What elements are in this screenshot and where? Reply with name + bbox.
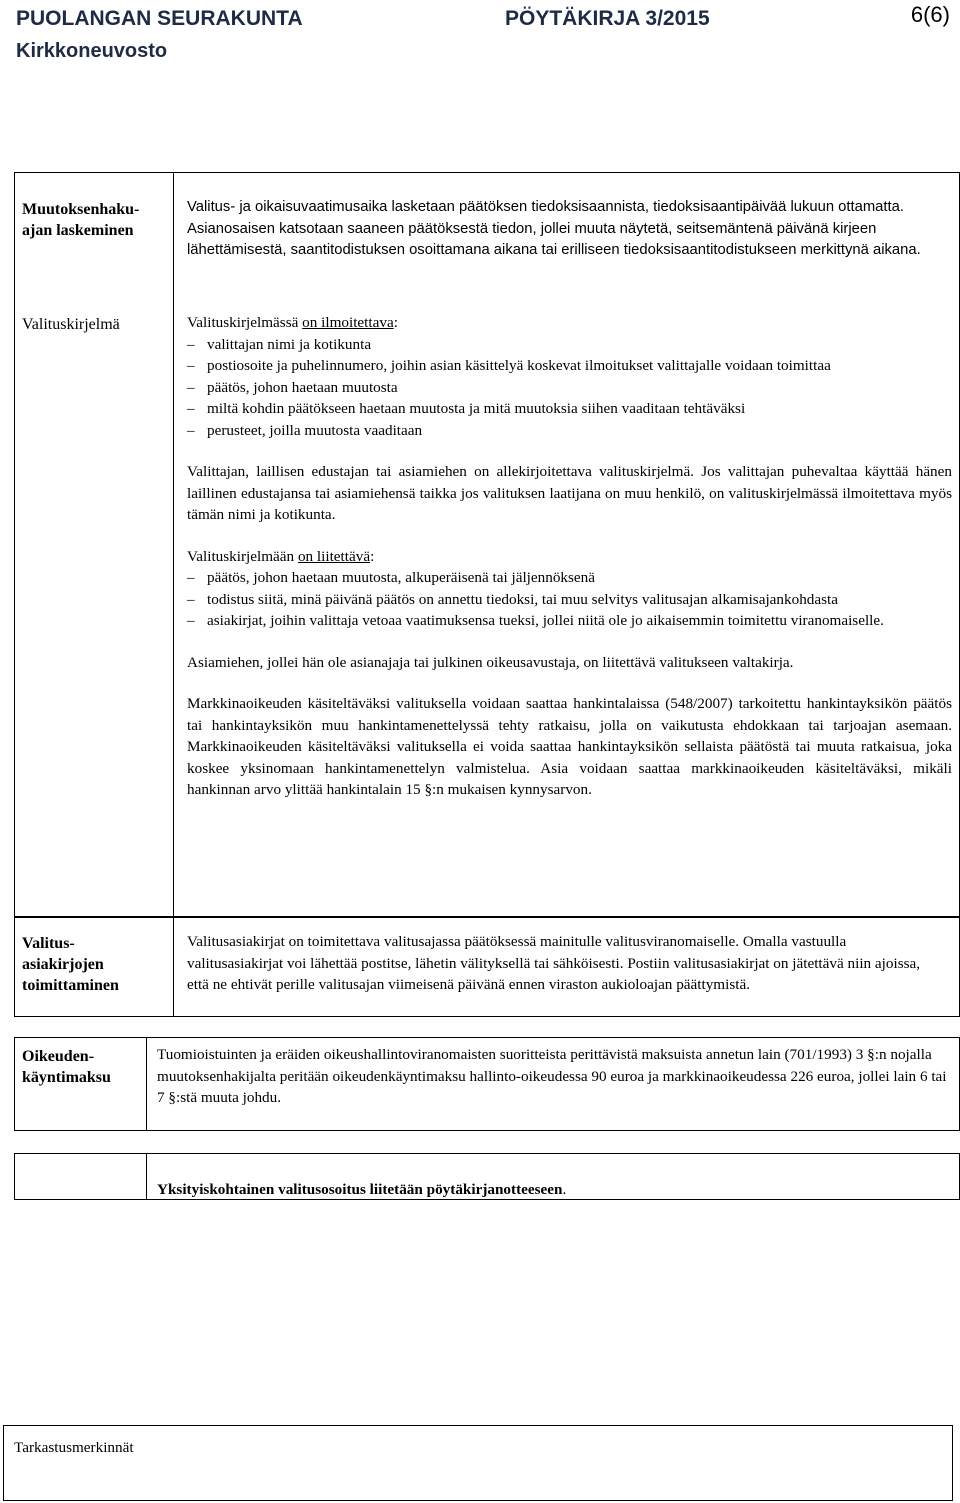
section-label-delivery: Valitus- asiakirjojen toimittaminen [22, 935, 119, 994]
organization-name: PUOLANGAN SEURAKUNTA [16, 7, 303, 30]
section-label-appeal-period: Muutoksenhaku- ajan laskeminen [22, 201, 140, 239]
document-title: PÖYTÄKIRJA 3/2015 [505, 7, 710, 30]
attachments-intro: Valituskirjelmään on liitettävä: [187, 547, 375, 565]
list-item: – päätös, johon haetaan muutosta, alkuperäisenä tai jäljennöksenä [187, 567, 952, 589]
inspection-box [3, 1425, 953, 1501]
main-box-divider [173, 172, 174, 917]
body-name: Kirkkoneuvosto [16, 40, 168, 62]
signature-paragraph: Valittajan, laillisen edustajan tai asiamiehen on allekirjoitettava valituskirjelmä. Jos valittajan puhevaltaa käyttää hänen laillinen edustajansa tai asiamiehensä taikka jos valituksen laatijana on muu henkilö, on valituskirjelmässä ilmoitettava myös tämän nimi ja kotikunta. [187, 463, 952, 523]
required-info-list [187, 334, 952, 442]
list-item: – perusteet, joilla muutosta vaaditaan [187, 420, 952, 442]
list-item: – päätös, johon haetaan muutosta [187, 377, 952, 399]
proxy-paragraph: Asiamiehen, jollei hän ole asianajaja tai julkinen oikeusavustaja, on liitettävä valitukseen valtakirja. [187, 653, 794, 671]
list-item: – postiosoite ja puhelinnumero, joihin asian käsittelyä koskevat ilmoitukset valittajalle voidaan toimittaa [187, 355, 952, 377]
inspection-label: Tarkastusmerkinnät [14, 1439, 134, 1456]
appeal-period-text: Valitus- ja oikaisuvaatimusaika lasketaan päätöksen tiedoksisaannista, tiedoksisaantipäivää lukuun ottamatta. Asianosaisen katsotaan saaneen päätöksestä tiedon, jollei muuta näytetä, seitsemäntenä päivänä kirjeen lähettämisestä, saantitodistuksen osoittamana aikana tai erilliseen tiedoksisaantitodistukseen merkittynä aikana. [187, 199, 921, 258]
page-number: 6(6) [910, 2, 950, 27]
court-fee-box-divider [146, 1037, 147, 1131]
detailed-instructions-text: Yksityiskohtainen valitusosoitus liitetään pöytäkirjanotteeseen. [157, 1181, 567, 1198]
detailed-box-divider [146, 1153, 147, 1200]
market-court-paragraph: Markkinaoikeuden käsiteltäväksi valituksella voidaan saattaa hankintalaissa (548/2007) tarkoitettu hankintayksikön päätös tai hankintayksikön muu hankintamenettelyssä tehty ratkaisu, jolla on vaikutusta ehdokkaan tai tarjoajan asemaan. Markkinaoikeuden käsiteltäväksi valituksella ei voida saattaa hankintayksikön sellaista päätöstä tai muuta ratkaisua, joka koskee yksinomaan hankintamenettelyn valmistelua. Asia voidaan saattaa markkinaoikeuden käsiteltäväksi, mikäli hankinnan arvo ylittää hankintalain 15 §:n mukaisen kynnysarvon. [187, 695, 952, 798]
list-item: – asiakirjat, joihin valittaja vetoaa vaatimuksensa tueksi, jollei niitä ole jo aikaisemmin toimitettu viranomaiselle. [187, 610, 952, 632]
section-label-appeal-letter: Valituskirjelmä [22, 316, 120, 333]
appeal-letter-content [187, 312, 952, 801]
delivery-box-divider [173, 917, 174, 1017]
list-item: – todistus siitä, minä päivänä päätös on annettu tiedoksi, tai muu selvitys valitusajan alkamisajankohdasta [187, 589, 952, 611]
appeal-letter-intro: Valituskirjelmässä on ilmoitettava: [187, 314, 398, 331]
court-fee-text: Tuomioistuinten ja eräiden oikeushallintoviranomaisten suoritteista perittävistä maksuista annetun lain (701/1993) 3 §:n nojalla muutoksenhakijalta peritään oikeudenkäyntimaksu hallinto-oikeudessa 90 euroa ja markkinaoikeudessa 226 euroa, jollei lain 6 tai 7 §:stä muuta johdu. [157, 1046, 947, 1106]
list-item: – valittajan nimi ja kotikunta [187, 334, 952, 356]
delivery-text: Valitusasiakirjat on toimitettava valitusajassa päätöksessä mainitulle valitusviranomaiselle. Omalla vastuulla valitusasiakirjat voi lähettää postitse, lähetin välityksellä tai sähköisesti. Postiin valitusasiakirjat on jätettävä niin ajoissa, että ne ehtivät perille valitusajan viimeisenä päivänä ennen viraston aukioloajan päättymistä. [187, 933, 921, 993]
section-label-court-fee: Oikeuden- käyntimaksu [22, 1048, 111, 1086]
attachments-list [187, 567, 952, 632]
list-item: – miltä kohdin päätökseen haetaan muutosta ja mitä muutoksia siihen vaaditaan tehtäväksi [187, 398, 952, 420]
